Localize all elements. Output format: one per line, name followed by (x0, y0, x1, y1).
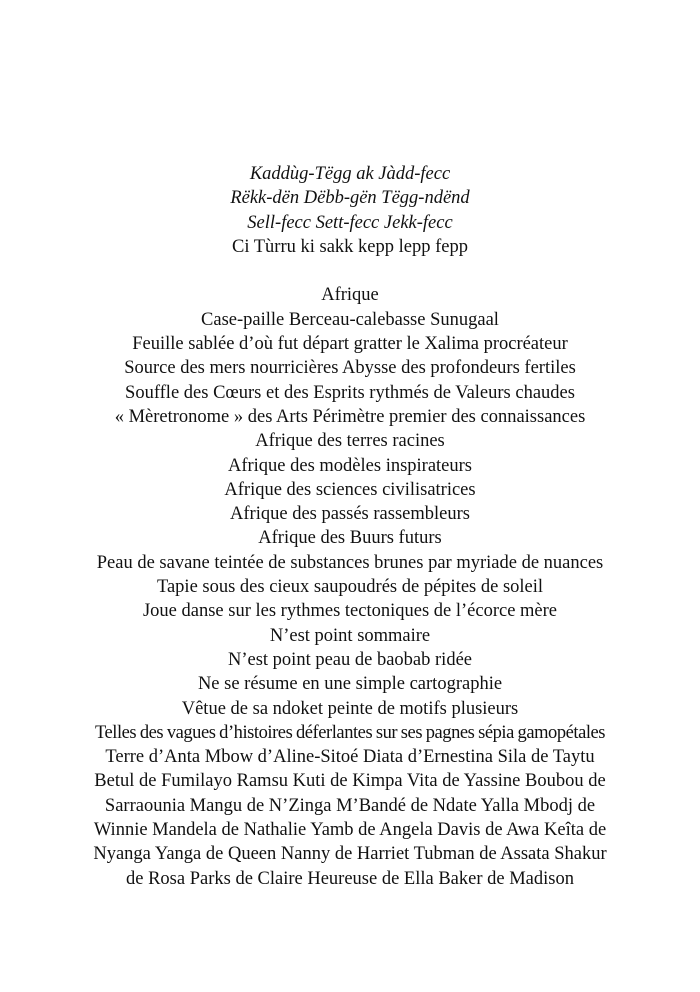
poem-line: de Rosa Parks de Claire Heureuse de Ella Baker de Madison (126, 868, 574, 889)
intro-line: Rëkk-dën Dëbb-gën Tëgg-ndënd (230, 188, 470, 209)
intro-line: Sell-fecc Sett-fecc Jekk-fecc (247, 212, 453, 233)
poem-line: Case-paille Berceau-calebasse Sunugaal (201, 309, 499, 330)
poem-text (0, 162, 700, 891)
poem-line: Betul de Fumilayo Ramsu Kuti de Kimpa Vita de Yassine Boubou de (94, 771, 606, 792)
poem-line: Souffle des Cœurs et des Esprits rythmés de Valeurs chaudes (125, 382, 575, 403)
poem-line: Terre d’Anta Mbow d’Aline-Sitoé Diata d’Ernestina Sila de Taytu (105, 747, 595, 768)
poem-line: Afrique des Buurs futurs (258, 528, 442, 549)
poem-line: Afrique (321, 285, 379, 306)
poem-line: Peau de savane teintée de substances brunes par myriade de nuances (96, 552, 604, 573)
poem-line: Ne se résume en une simple cartographie (197, 674, 503, 695)
poem-line: Winnie Mandela de Nathalie Yamb de Angela Davis de Awa Keîta de (93, 820, 607, 841)
stanza-break (0, 259, 700, 283)
poem-line: Afrique des terres racines (255, 431, 445, 452)
poem-line: Telles des vagues d’histoires déferlantes sur ses pagnes sépia gamopétales (94, 722, 606, 743)
poem-line: N’est point sommaire (269, 625, 431, 646)
poem-line: Afrique des sciences civilisatrices (224, 479, 476, 500)
intro-line: Kaddùg-Tëgg ak Jàdd-fecc (249, 164, 451, 184)
poem-line: Feuille sablée d’où fut départ gratter le Xalima procréateur (132, 334, 568, 355)
poem-line: Source des mers nourricières Abysse des profondeurs fertiles (124, 358, 576, 379)
poem-line: Joue danse sur les rythmes tectoniques de l’écorce mère (142, 601, 558, 622)
poem-line: Afrique des passés rassembleurs (230, 504, 470, 525)
poem-line: Afrique des modèles inspirateurs (227, 455, 473, 476)
poem-line: « Mèretronome » des Arts Périmètre premier des connaissances (114, 406, 586, 427)
intro-line: Ci Tùrru ki sakk kepp lepp fepp (231, 236, 468, 257)
poem-line: Vêtue de sa ndoket peinte de motifs plusieurs (181, 698, 519, 719)
poem-line: Sarraounia Mangu de N’Zinga M’Bandé de Ndate Yalla Mbodj de (104, 795, 596, 816)
poem-line: Tapie sous des cieux saupoudrés de pépites de soleil (156, 577, 544, 598)
poem-line: N’est point peau de baobab ridée (227, 649, 472, 670)
poem-line: Nyanga Yanga de Queen Nanny de Harriet Tubman de Assata Shakur (93, 844, 607, 865)
